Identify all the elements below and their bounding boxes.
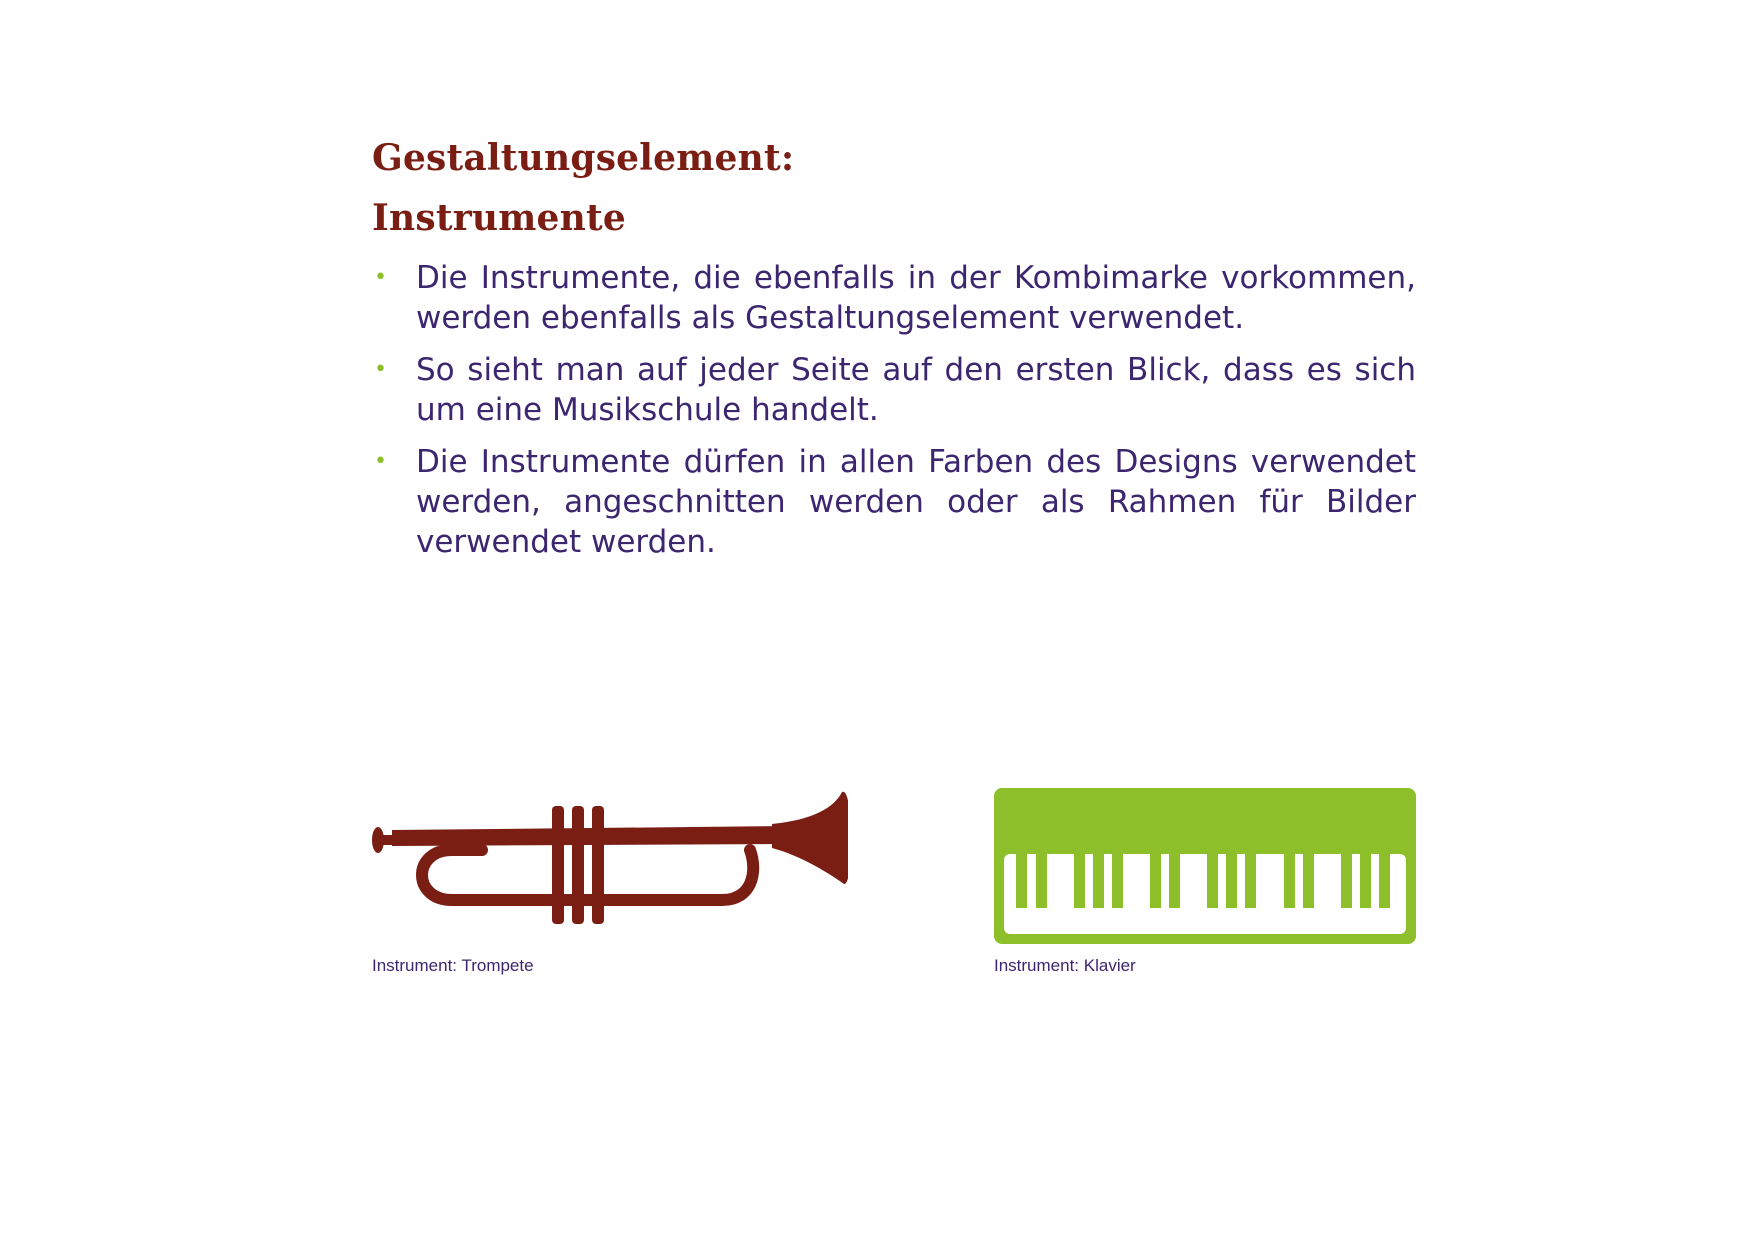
- list-item-text: Die Instrumente, die ebenfalls in der Kombimarke vorkommen, werden ebenfalls als Gestaltungselement verwendet.: [416, 260, 1416, 336]
- piano-caption: Instrument: Klavier: [994, 956, 1136, 975]
- bullet-icon: •: [374, 265, 387, 290]
- page-subtitle: Instrumente: [372, 197, 626, 239]
- bullet-list: [372, 258, 1416, 574]
- trumpet-icon: [372, 790, 848, 930]
- list-item-text: Die Instrumente dürfen in allen Farben des Designs verwendet werden, angeschnitten werden oder als Rahmen für Bilder verwendet werden.: [416, 444, 1416, 560]
- piano-keyboard-icon: [994, 788, 1416, 944]
- page-title: Gestaltungselement:: [372, 137, 795, 179]
- bullet-icon: •: [374, 449, 387, 474]
- list-item: [372, 350, 1416, 430]
- list-item-text: So sieht man auf jeder Seite auf den ersten Blick, dass es sich um eine Musikschule handelt.: [416, 352, 1416, 428]
- list-item: [372, 258, 1416, 338]
- trumpet-caption: Instrument: Trompete: [372, 956, 534, 975]
- list-item: [372, 442, 1416, 562]
- bullet-icon: •: [374, 357, 387, 382]
